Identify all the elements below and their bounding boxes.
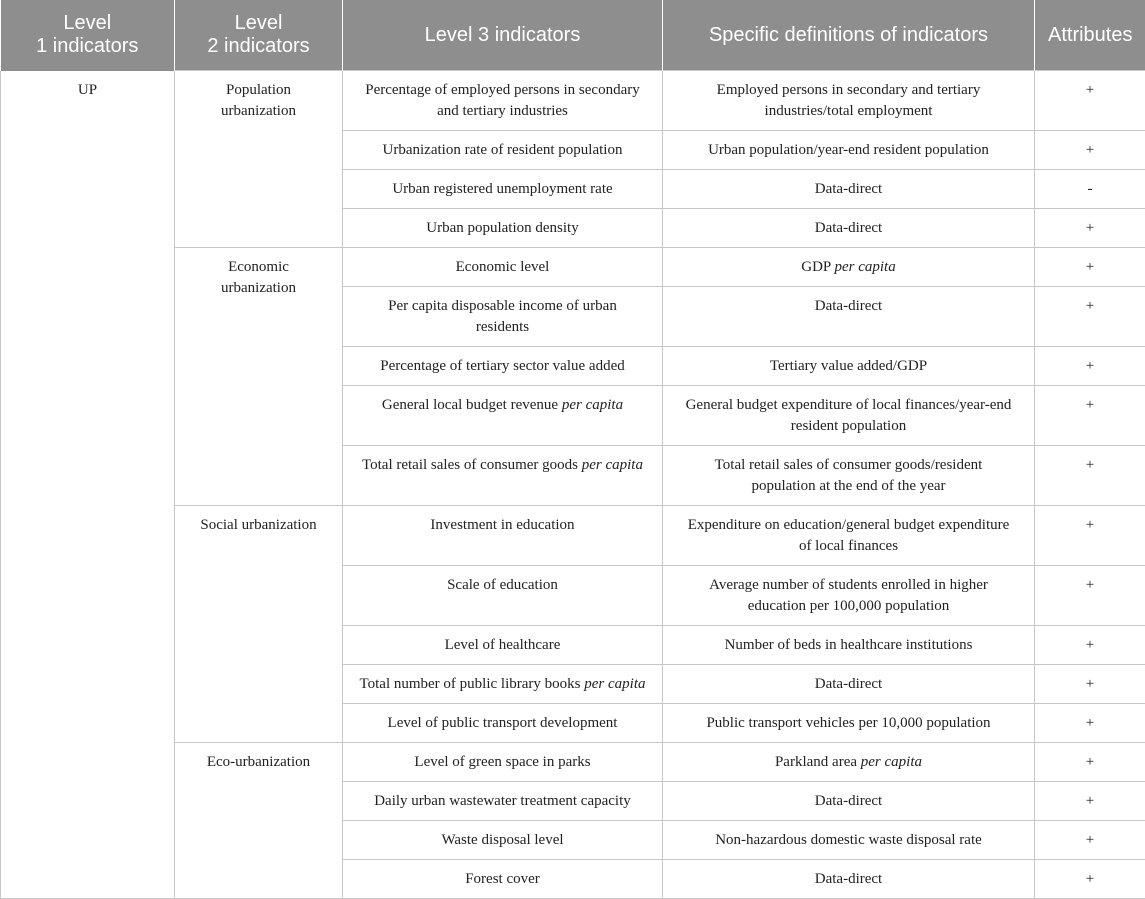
- header-level2: Level 2 indicators: [175, 0, 343, 71]
- attribute-cell: +: [1035, 782, 1145, 821]
- attribute-cell: +: [1035, 131, 1145, 170]
- definition-cell: Public transport vehicles per 10,000 population: [663, 704, 1035, 743]
- definition-cell: GDP per capita: [663, 248, 1035, 287]
- definition-cell: Tertiary value added/GDP: [663, 347, 1035, 386]
- level3-cell: Total retail sales of consumer goods per capita: [343, 446, 663, 506]
- level3-cell: Forest cover: [343, 860, 663, 899]
- level3-cell: Waste disposal level: [343, 821, 663, 860]
- level3-cell: Daily urban wastewater treatment capacity: [343, 782, 663, 821]
- definition-cell: Urban population/year-end resident population: [663, 131, 1035, 170]
- attribute-cell: +: [1035, 566, 1145, 626]
- header-attributes: Attributes: [1035, 0, 1145, 71]
- attribute-cell: +: [1035, 209, 1145, 248]
- level3-cell: Urbanization rate of resident population: [343, 131, 663, 170]
- level1-cell: UP: [1, 71, 175, 899]
- definition-cell: Data-direct: [663, 209, 1035, 248]
- definition-cell: Data-direct: [663, 287, 1035, 347]
- definition-cell: General budget expenditure of local finances/year-end resident population: [663, 386, 1035, 446]
- level3-cell: Level of healthcare: [343, 626, 663, 665]
- header-definitions: Specific definitions of indicators: [663, 0, 1035, 71]
- definition-cell: Data-direct: [663, 782, 1035, 821]
- table-row: [1, 71, 1145, 131]
- level3-cell: Total number of public library books per capita: [343, 665, 663, 704]
- attribute-cell: +: [1035, 665, 1145, 704]
- level3-cell: Urban registered unemployment rate: [343, 170, 663, 209]
- group-social: Social urbanization: [175, 506, 343, 743]
- group-eco: Eco-urbanization: [175, 743, 343, 899]
- level3-cell: Investment in education: [343, 506, 663, 566]
- attribute-cell: +: [1035, 860, 1145, 899]
- definition-cell: Average number of students enrolled in higher education per 100,000 population: [663, 566, 1035, 626]
- definition-cell: Total retail sales of consumer goods/resident population at the end of the year: [663, 446, 1035, 506]
- level3-cell: Urban population density: [343, 209, 663, 248]
- attribute-cell: +: [1035, 704, 1145, 743]
- level3-cell: Per capita disposable income of urban residents: [343, 287, 663, 347]
- attribute-cell: +: [1035, 386, 1145, 446]
- definition-cell: Data-direct: [663, 170, 1035, 209]
- definition-cell: Non-hazardous domestic waste disposal rate: [663, 821, 1035, 860]
- definition-cell: Number of beds in healthcare institutions: [663, 626, 1035, 665]
- definition-cell: Data-direct: [663, 860, 1035, 899]
- header-level1: Level 1 indicators: [1, 0, 175, 71]
- level3-cell: Percentage of employed persons in secondary and tertiary industries: [343, 71, 663, 131]
- attribute-cell: +: [1035, 248, 1145, 287]
- attribute-cell: -: [1035, 170, 1145, 209]
- definition-cell: Employed persons in secondary and tertiary industries/total employment: [663, 71, 1035, 131]
- level3-cell: Economic level: [343, 248, 663, 287]
- definition-cell: Data-direct: [663, 665, 1035, 704]
- level3-cell: Level of public transport development: [343, 704, 663, 743]
- group-population: Population urbanization: [175, 71, 343, 248]
- attribute-cell: +: [1035, 287, 1145, 347]
- level3-cell: Level of green space in parks: [343, 743, 663, 782]
- attribute-cell: +: [1035, 347, 1145, 386]
- header-level3: Level 3 indicators: [343, 0, 663, 71]
- level3-cell: Scale of education: [343, 566, 663, 626]
- definition-cell: Parkland area per capita: [663, 743, 1035, 782]
- level3-cell: Percentage of tertiary sector value added: [343, 347, 663, 386]
- header-row: [1, 0, 1145, 71]
- attribute-cell: +: [1035, 71, 1145, 131]
- attribute-cell: +: [1035, 626, 1145, 665]
- group-economic: Economic urbanization: [175, 248, 343, 506]
- level3-cell: General local budget revenue per capita: [343, 386, 663, 446]
- attribute-cell: +: [1035, 743, 1145, 782]
- attribute-cell: +: [1035, 821, 1145, 860]
- attribute-cell: +: [1035, 506, 1145, 566]
- definition-cell: Expenditure on education/general budget expenditure of local finances: [663, 506, 1035, 566]
- attribute-cell: +: [1035, 446, 1145, 506]
